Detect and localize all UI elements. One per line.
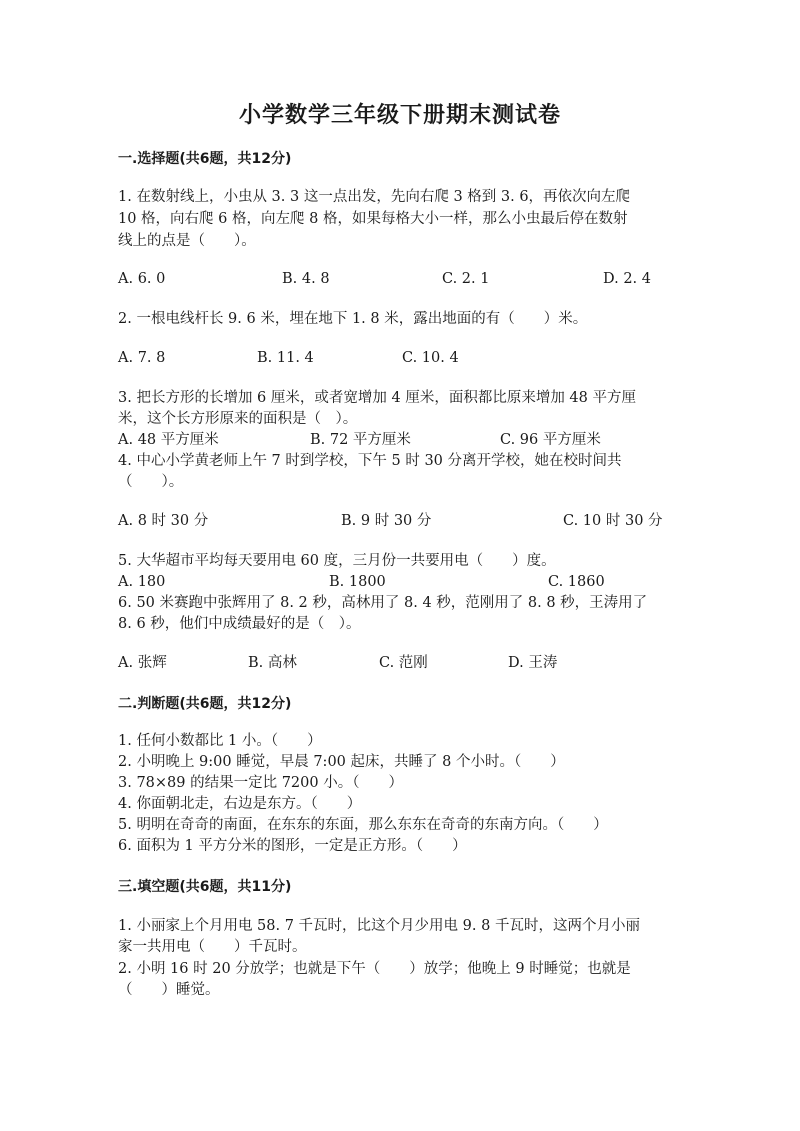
q4-option-b: B. 9 时 30 分	[341, 513, 432, 529]
q3-line2: 米，这个长方形原来的面积是（ ）。	[118, 411, 358, 427]
q6-line1: 6. 50 米赛跑中张辉用了 8. 2 秒，高林用了 8. 4 秒，范刚用了 8. 8 秒，王涛用了	[118, 595, 648, 611]
q1-option-a: A. 6. 0	[118, 271, 166, 287]
q5-line1: 5. 大华超市平均每天要用电 60 度，三月份一共要用电（ ）度。	[118, 553, 556, 569]
q2-option-c: C. 10. 4	[402, 350, 459, 366]
page-title: 小学数学三年级下册期末测试卷	[238, 102, 561, 128]
q4-option-c: C. 10 时 30 分	[563, 513, 663, 529]
q1-option-c: C. 2. 1	[442, 271, 490, 287]
q6-option-c: C. 范刚	[379, 655, 428, 671]
fill-q1-line1: 1. 小丽家上个月用电 58. 7 千瓦时，比这个月少用电 9. 8 千瓦时，这两个月小丽	[118, 918, 640, 934]
q1-line1: 1. 在数射线上，小虫从 3. 3 这一点出发，先向右爬 3 格到 3. 6，再依次向左爬	[118, 189, 631, 205]
judge-q2: 2. 小明晚上 9:00 睡觉，早晨 7:00 起床，共睡了 8 个小时。（ ）	[118, 754, 565, 770]
q4-line1: 4. 中心小学黄老师上午 7 时到学校，下午 5 时 30 分离开学校，她在校时间共	[118, 453, 622, 469]
q5-option-a: A. 180	[118, 574, 166, 590]
q3-line1: 3. 把长方形的长增加 6 厘米，或者宽增加 4 厘米，面积都比原来增加 48 平方厘	[118, 390, 636, 406]
q2-option-b: B. 11. 4	[257, 350, 314, 366]
fill-q2-line1: 2. 小明 16 时 20 分放学；也就是下午（ ）放学；他晚上 9 时睡觉；也就是	[118, 961, 631, 977]
judge-q6: 6. 面积为 1 平方分米的图形，一定是正方形。（ ）	[118, 838, 467, 854]
q1-option-d: D. 2. 4	[603, 271, 651, 287]
q4-option-a: A. 8 时 30 分	[118, 513, 209, 529]
q1-option-b: B. 4. 8	[282, 271, 330, 287]
q6-line2: 8. 6 秒，他们中成绩最好的是（ ）。	[118, 616, 361, 632]
q6-option-b: B. 高林	[248, 655, 297, 671]
judge-q4: 4. 你面朝北走，右边是东方。（ ）	[118, 796, 362, 812]
q3-option-c: C. 96 平方厘米	[500, 432, 601, 448]
fill-q1-line2: 家一共用电（ ）千瓦时。	[118, 939, 307, 955]
section-heading-judge: 二.判断题(共6题，共12分)	[118, 696, 292, 712]
judge-q5: 5. 明明在奇奇的南面，在东东的东面，那么东东在奇奇的东南方向。（ ）	[118, 817, 608, 833]
q4-line2: （ ）。	[118, 474, 184, 490]
section-heading-fill: 三.填空题(共6题，共11分)	[118, 879, 292, 895]
q1-line2: 10 格，向右爬 6 格，向左爬 8 格，如果每格大小一样，那么小虫最后停在数射	[118, 211, 628, 227]
section-heading-choice: 一.选择题(共6题，共12分)	[118, 151, 292, 167]
q1-line3: 线上的点是（ ）。	[118, 233, 256, 249]
judge-q3: 3. 78×89 的结果一定比 7200 小。（ ）	[118, 775, 403, 791]
judge-q1: 1. 任何小数都比 1 小。（ ）	[118, 733, 322, 749]
q2-option-a: A. 7. 8	[118, 350, 166, 366]
q2-line1: 2. 一根电线杆长 9. 6 米，埋在地下 1. 8 米，露出地面的有（ ）米。	[118, 311, 588, 327]
q5-option-b: B. 1800	[329, 574, 386, 590]
fill-q2-line2: （ ）睡觉。	[118, 982, 220, 998]
q3-option-a: A. 48 平方厘米	[118, 432, 219, 448]
q6-option-d: D. 王涛	[508, 655, 558, 671]
q3-option-b: B. 72 平方厘米	[310, 432, 411, 448]
q6-option-a: A. 张辉	[118, 655, 167, 671]
q5-option-c: C. 1860	[548, 574, 605, 590]
